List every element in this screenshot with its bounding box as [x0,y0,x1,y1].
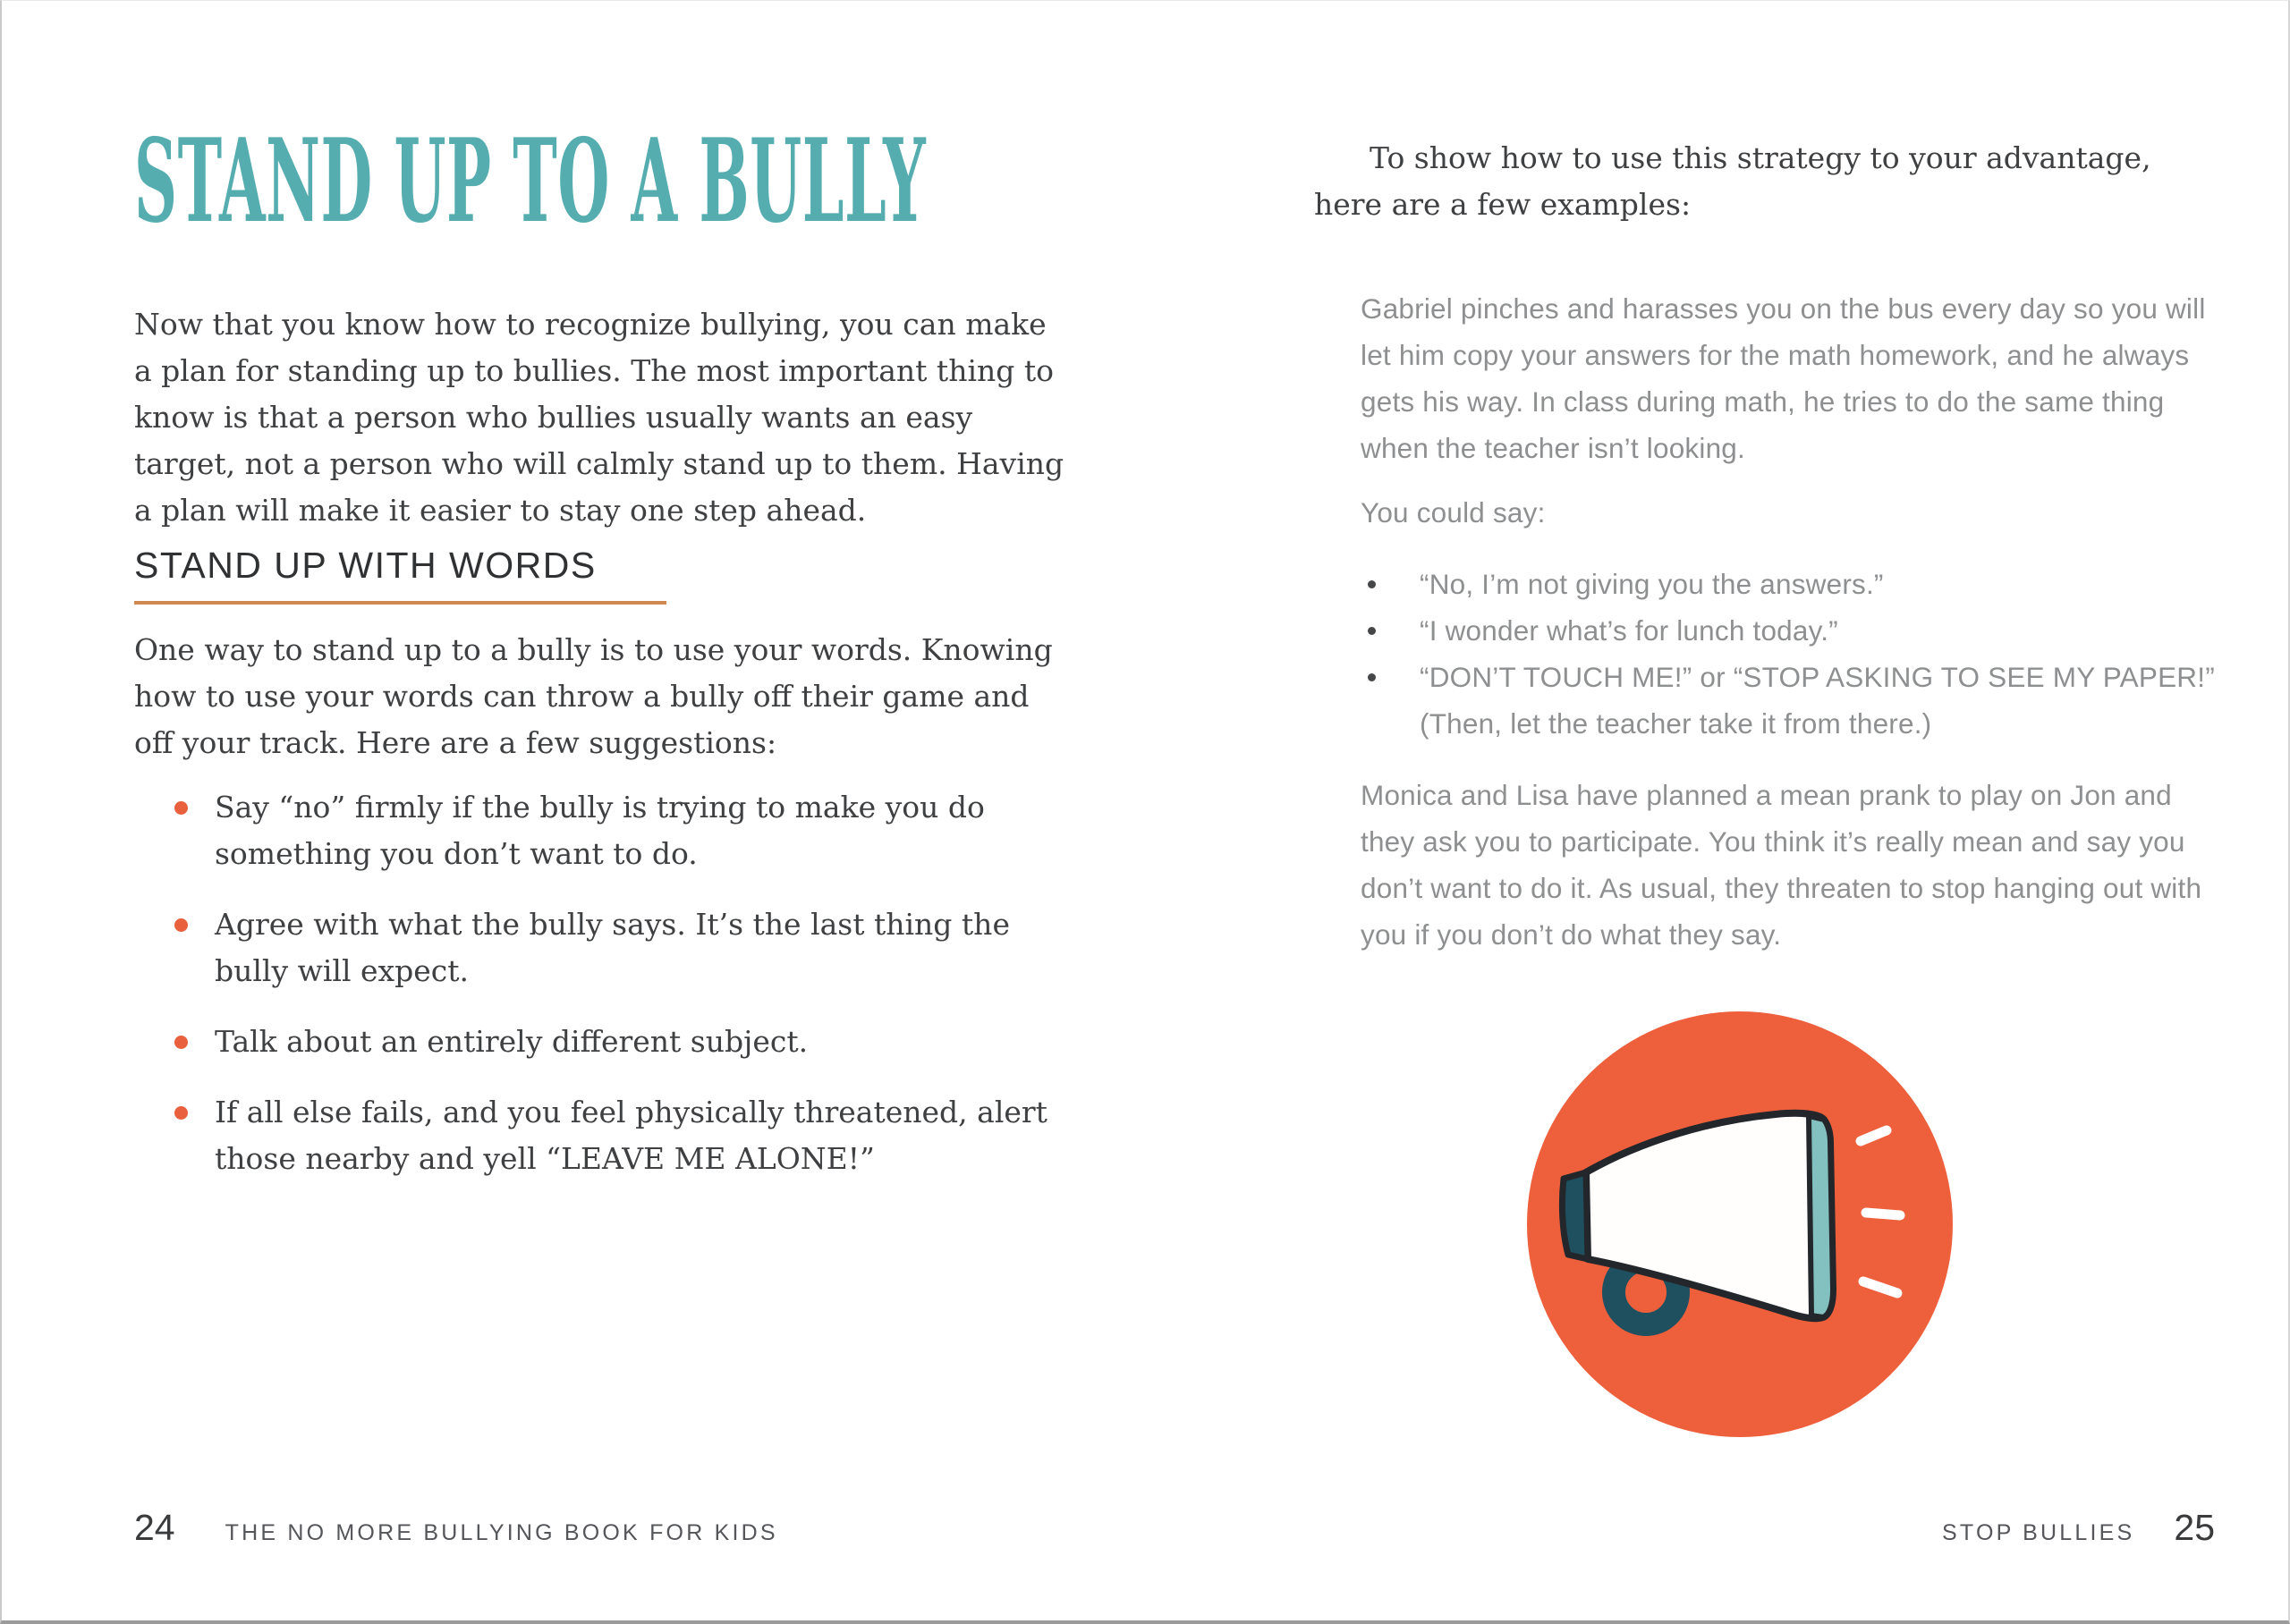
example-paragraph: Gabriel pinches and harasses you on the bus every day so you will let him copy your answers for the math homework, and he always gets his way. In class during math, he tries to do the same thing when the teacher isn’t looking. [1361,292,2206,464]
chapter-intro-paragraph: Now that you know how to recognize bullying, you can make a plan for standing up to bullies. The most important thing to know is that a person who bullies usually wants an easy target, not a person who will calmly stand up to them. Having a plan will make it easier to stay one step ahead. [134,307,1064,528]
megaphone-illustration [1522,1001,1970,1448]
list-item: “DON’T TOUCH ME!” or “STOP ASKING TO SEE MY PAPER!” (Then, let the teacher take it from there.) [1361,654,2219,747]
megaphone-mouthpiece [1562,1172,1588,1259]
section-intro-paragraph: One way to stand up to a bully is to use your words. Knowing how to use your words can throw a bully off their game and off your track. Here are a few suggestions: [134,632,1053,760]
example-paragraph: Monica and Lisa have planned a mean prank to play on Jon and they ask you to participate. You think it’s really mean and say you don’t want to do it. As usual, they threaten to stop hanging out with you if you don’t do what they say. [1361,779,2202,951]
megaphone-rim [1809,1116,1833,1317]
right-page-footer [1942,1507,2215,1549]
list-item: If all else fails, and you feel physically threatened, alert those nearby and yell “LEAVE ME ALONE!” [134,1089,1064,1182]
list-item: Say “no” firmly if the bully is trying to make you do something you don’t want to do. [134,784,1064,877]
list-item: Talk about an entirely different subject. [134,1019,1064,1065]
section-heading: STAND UP WITH WORDS [134,545,666,605]
chapter-title: STAND UP TO A BULLY [134,114,927,249]
lead-paragraph: To show how to use this strategy to your advantage, here are a few examples: [1314,140,2151,222]
running-title: THE NO MORE BULLYING BOOK FOR KIDS [225,1520,778,1545]
page-number: 25 [2174,1507,2215,1548]
list-item: Agree with what the bully says. It’s the last thing the bully will expect. [134,901,1064,994]
left-page-footer [134,1507,778,1549]
quotes-list [1361,561,2219,747]
list-item: “No, I’m not giving you the answers.” [1361,561,2219,607]
suggestions-list [134,784,1064,1206]
list-item: “I wonder what’s for lunch today.” [1361,607,2219,654]
running-title: STOP BULLIES [1942,1520,2135,1545]
prompt-text: You could say: [1361,496,1546,529]
page-number: 24 [134,1507,175,1548]
